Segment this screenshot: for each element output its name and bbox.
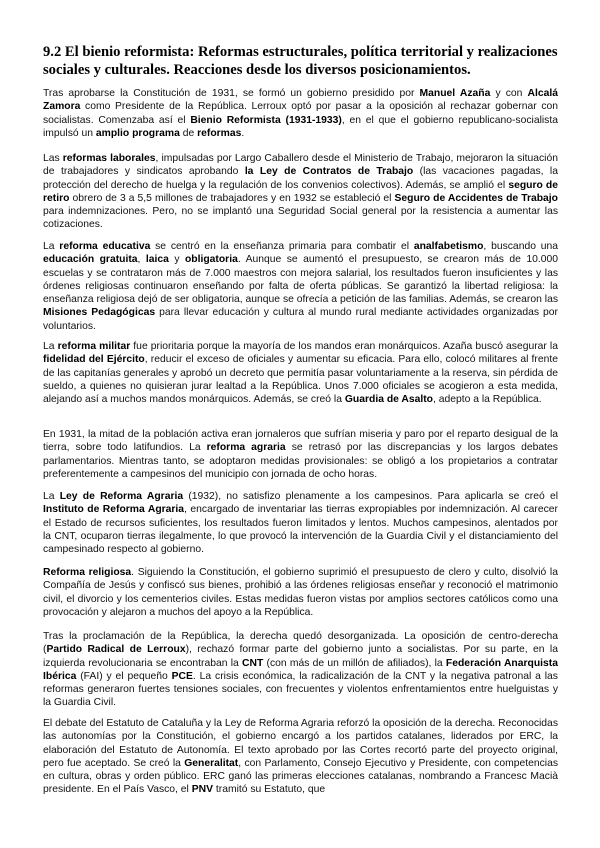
bold-term: Misiones Pedagógicas <box>43 307 156 319</box>
paragraph-agrarian-context: En 1931, la mitad de la población activa eran jornaleros que sufrían miseria y paro por el reparto desigual de la tierra, sobre todo latifundios. La reforma agraria se retrasó por las discrepancias y los largos debates parlamentarios. Mientras tanto, se adoptaron medidas provisionales: se obligó a los propietarios a contratar preferentemente a campesinos del municipio con jornada de ocho horas. <box>43 429 558 480</box>
bold-term: amplio programa <box>95 127 180 139</box>
bold-term: Generalitat <box>184 757 239 769</box>
paragraph-agrarian-law: La Ley de Reforma Agraria (1932), no satisfizo plenamente a los campesinos. Para aplicarla se creó el Instituto de Reforma Agraria, encargado de inventariar las tierras expropiables por indemnización. Al carecer el Estado de recursos suficientes, los resultados fueron limitados y lentos. Muchos campesinos, alentados por la CNT, ocuparon tierras ilegalmente, lo que provocó la intervención de la Guardia Civil y el distanciamiento del campesinado respecto al gobierno. <box>43 491 559 555</box>
paragraph-intro: Tras aprobarse la Constitución de 1931, se formó un gobierno presidido por Manuel Azaña y con Alcalá Zamora como Presidente de la República. Lerroux optó por pasar a la oposición al rechazar gobernar con socialistas. Comenzaba así el Bienio Reformista (1931-1933), en el que el gobierno republicano-socialista impulsó un amplio programa de reformas. <box>43 88 558 139</box>
bold-term: Instituto de Reforma Agraria <box>43 504 185 516</box>
bold-term: PNV <box>191 784 214 796</box>
bold-term: reformas <box>197 127 242 139</box>
bold-term: Seguro de Accidentes de Trabajo <box>394 192 558 204</box>
paragraph-opposition: Tras la proclamación de la República, la derecha quedó desorganizada. La oposición de centro-derecha (Partido Radical de Lerroux), rechazó formar parte del gobierno junto a socialistas. Por su parte, en la izquierda revolucionaria se encontraban la CNT (con más de un millón de afiliados), la Federación Anarquista Ibérica (FAI) y el pequeño PCE. La crisis económica, la radicalización de la CNT y la negativa patronal a las reformas generaron fuertes tensiones sociales, con frecuentes y violentos enfrentamientos entre huelguistas y la Guardia Civil. <box>43 631 558 709</box>
page-title: 9.2 El bienio reformista: Reformas estructurales, política territorial y realizaciones sociales y culturales. Reacciones desde los diversos posicionamientos. <box>43 44 558 78</box>
paragraph-statutes: El debate del Estatuto de Cataluña y la Ley de Reforma Agraria reforzó la oposición de la derecha. Reconocidas las autonomías por la Constitución, el gobierno encargó a los partidos catalanes, liderados por ERC, la elaboración del Estatuto de Autonomía. El texto aprobado por las Cortes recortó parte del proyecto original, pero fue aceptado. Se creó la Generalitat, con Parlamento, Consejo Ejecutivo y Presidente, con competencias en cultura, obras y orden público. ERC ganó las primeras elecciones catalanas, nombrando a Francesc Macià presidente. En el País Vasco, el PNV tramitó su Estatuto, que <box>43 718 558 796</box>
bold-term: seguro de retiro <box>43 179 559 204</box>
bold-term: reformas laborales <box>62 153 156 164</box>
paragraph-religious-reform: Reforma religiosa. Siguiendo la Constitución, el gobierno suprimió el presupuesto de clero y culto, disolvió la Compañía de Jesús y confiscó sus bienes, prohibió a las órdenes religiosas enseñar y reconoció el matrimonio civil, el divorcio y los cementerios civiles. Estas medidas fueron vistas por amplios sectores católicos como una provocación y alejaron a muchos del apoyo a la República. <box>43 567 558 618</box>
bold-term: Guardia de Asalto <box>344 394 433 405</box>
bold-term: fidelidad del Ejército <box>43 354 145 366</box>
bold-term: reforma educativa <box>59 241 151 252</box>
bold-term: analfabetismo <box>413 241 484 252</box>
bold-term: la Ley de Contratos de Trabajo <box>244 166 414 178</box>
bold-term: Partido Radical de Lerroux <box>46 644 186 656</box>
bold-term: Federación Anarquista Ibérica <box>43 657 558 682</box>
paragraph-labor-reforms: Las reformas laborales, impulsadas por Largo Caballero desde el Ministerio de Trabajo, mejoraron la situación de trabajadores y sindicatos aprobando la Ley de Contratos de Trabajo (las vacaciones pagadas, la protección del derecho de huelga y la regulación de los convenios colectivos). Además, se amplió el seguro de retiro obrero de 3 a 5,5 millones de trabajadores y en 1932 se estableció el Seguro de Accidentes de Trabajo para indemnizaciones. Pero, no se implantó una Seguridad Social general por la resistencia a aumentar las cotizaciones. <box>43 153 559 231</box>
bold-term: Ley de Reforma Agraria <box>59 491 184 502</box>
bold-term: PCE <box>171 670 193 682</box>
bold-term: obligatoria <box>184 254 238 266</box>
bold-term: reforma militar <box>57 341 131 352</box>
paragraph-education-reform: La reforma educativa se centró en la enseñanza primaria para combatir el analfabetismo, buscando una educación gratuita, laica y obligatoria. Aunque se aumentó el presupuesto, se crearon más de 10.000 escuelas y se contrataron más de 7.000 maestros con mejora salarial, los resultados fueron insuficientes y las órdenes religiosas continuaron enseñando por falta de oferta públicas. Se garantizó la libertad religiosa: la enseñanza religiosa dejó de ser obligatoria, aunque se ofrecía a petición de las familias. Además, se crearon las Misiones Pedagógicas para llevar educación y cultura al mundo rural mediante actividades organizadas por voluntarios. <box>43 241 559 332</box>
bold-term: educación gratuita <box>43 254 138 266</box>
bold-term: reforma agraria <box>206 442 286 454</box>
bold-term: Bienio Reformista (1931-1933) <box>190 114 342 126</box>
bold-term: Manuel Azaña <box>419 88 491 99</box>
bold-term: CNT <box>242 657 264 669</box>
bold-term: Reforma religiosa <box>43 567 132 578</box>
bold-term: laica <box>145 254 169 266</box>
paragraph-military-reform: La reforma militar fue prioritaria porque la mayoría de los mandos eran monárquicos. Azaña buscó asegurar la fidelidad del Ejército, reducir el exceso de oficiales y aumentar su eficacia. Para ello, colocó militares al frente de las capitanías generales y aprobó un decreto que permitía pasar voluntariamente a la reserva, sin pérdida de sueldo, a quienes no quisieran jurar lealtad a la República. Unos 7.000 oficiales se acogieron a esta medida, alejando así a muchos mandos monárquicos. Además, se creó la Guardia de Asalto, adepto a la República. <box>43 341 558 405</box>
bold-term: Alcalá Zamora <box>43 88 558 113</box>
